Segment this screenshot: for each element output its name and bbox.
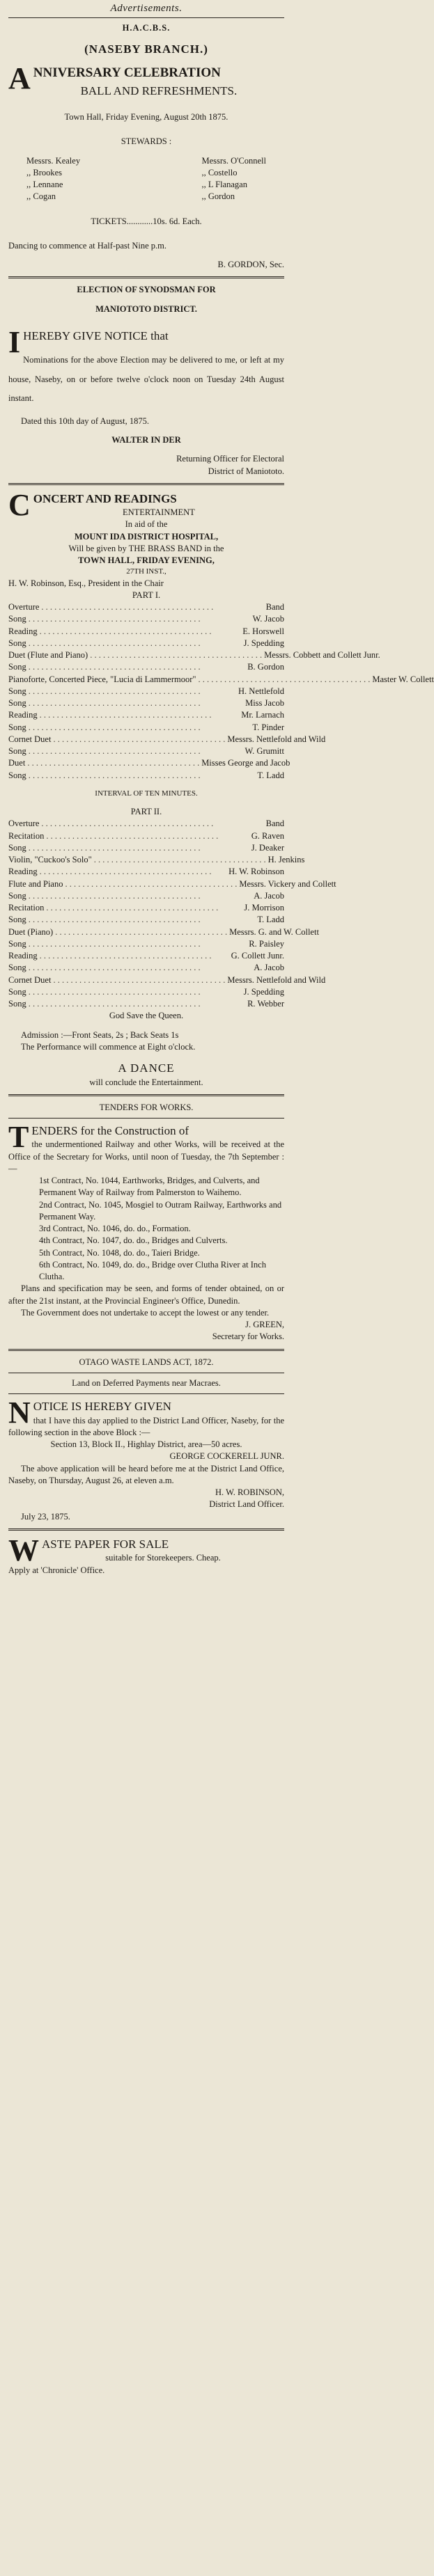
leader-dots: . . . . . . . . . . . . . . . . . . . . . . . . . . . . . . . . . . . . . . . . [39,867,212,877]
anniversary-initial: A [8,61,31,96]
election-title-line1: ELECTION OF SYNODSMAN FOR [77,285,216,295]
contract-list [8,1175,284,1283]
concert-subtitle: ENTERTAINMENT [122,507,195,518]
divider [8,1349,284,1351]
programme-item: Song [8,842,26,853]
waste-paper-advertisement [8,1533,284,1577]
leader-dots: . . . . . . . . . . . . . . . . . . . . . . . . . . . . . . . . . . . . . . . . [65,878,238,889]
programme-row [8,601,284,613]
concert-initial: C [8,487,31,522]
otago-hearing: The above application will be heard before me at the District Land Office, Naseby, on Thursday, August 26, at eleven a.m. [8,1463,284,1485]
hacbs-advertisement [8,22,284,271]
programme-performer: A. Jacob [254,890,284,901]
contract-item: 1st Contract, No. 1044, Earthworks, Bridges, and Culverts, and Permanent Way of Railway from Palmerston to Waihemo. [39,1176,260,1198]
tenders-office: Secretary for Works. [212,1332,284,1342]
programme-performer: T. Ladd [257,770,284,780]
programme-item: Song [8,963,26,973]
stewards-left [26,155,80,203]
programme-row [8,938,284,950]
leader-dots: . . . . . . . . . . . . . . . . . . . . . . . . . . . . . . . . . . . . . . . . [28,722,201,732]
programme-item: Song [8,770,26,780]
programme-row [8,818,284,830]
hacbs-signature: B. GORDON, Sec. [217,260,284,270]
leader-dots: . . . . . . . . . . . . . . . . . . . . . . . . . . . . . . . . . . . . . . . . [28,698,201,709]
election-text: Nominations for the above Election may be delivered to me, or left at my house, Naseby, on or before twelve o'clock noon on Tuesday 24th August instant. [8,355,284,404]
programme-performer: J. Spedding [243,986,284,997]
concert-given: Will be given by THE BRASS BAND in the [68,543,224,553]
programme-performer: Band [265,602,284,613]
concert-hospital: MOUNT IDA DISTRICT HOSPITAL, [74,531,219,542]
concert-admission: Admission :—Front Seats, 2s ; Back Seats 1s [21,1029,179,1040]
programme-item: Song [8,999,26,1009]
leader-dots: . . . . . . . . . . . . . . . . . . . . . . . . . . . . . . . . . . . . . . . . [93,855,266,865]
concert-town-hall: TOWN HALL, FRIDAY EVENING, [78,555,215,566]
programme-row [8,697,284,709]
waste-line3: Apply at 'Chronicle' Office. [8,1565,105,1575]
programme-item: Reading [8,626,38,636]
programme-row [8,649,380,661]
leader-dots: . . . . . . . . . . . . . . . . . . . . . . . . . . . . . . . . . . . . . . . . [28,686,201,696]
programme-row [8,890,284,902]
anniversary-line2: BALL AND REFRESHMENTS. [80,84,238,97]
programme-performer: A. Jacob [254,963,284,973]
programme-performer: T. Ladd [257,915,284,925]
programme-performer: Messrs. Vickery and Collett [239,878,336,889]
programme-row [8,962,284,974]
contract-item: 6th Contract, No. 1049, do. do., Bridge over Clutha River at Inch Clutha. [39,1259,266,1282]
tenders-text: the undermentioned Railway and other Works, will be received at the Office of the Secretary for Works, until noon of Tuesday, the 7th September :— [8,1139,284,1174]
programme-item: Recitation [8,903,45,913]
contract-item: 2nd Contract, No. 1045, Mosgiel to Outram Railway, Earthworks and Permanent Way. [39,1199,282,1222]
leader-dots: . . . . . . . . . . . . . . . . . . . . . . . . . . . . . . . . . . . . . . . . [41,819,214,829]
programme-row [8,878,336,890]
part1-programme [8,601,434,782]
otago-section: Section 13, Block II., Highlay District, area—50 acres. [50,1439,242,1450]
steward: Messrs. O'Connell [201,155,266,166]
steward: ,, Brookes [26,167,63,177]
anniversary-heading [8,61,284,99]
programme-performer: Mr. Larnach [241,710,284,720]
otago-officer-title: District Land Officer. [209,1499,284,1510]
part2-programme [8,818,336,1010]
part2-heading: PART II. [130,807,162,817]
programme-row [8,626,284,638]
election-office-line2: District of Maniototo. [208,466,284,476]
hacbs-venue: Town Hall, Friday Evening, August 20th 1875. [64,112,228,123]
programme-item: Duet (Piano) [8,926,54,937]
anniversary-line1: NNIVERSARY CELEBRATION [33,65,221,81]
programme-row [8,854,305,866]
programme-row [8,986,284,998]
programme-item: Duet [8,758,26,768]
programme-item: Duet (Flute and Piano) [8,650,88,661]
tenders-plans: Plans and specification may be seen, and forms of tender obtained, on or after the 21st instant, at the Provincial Engineer's Office, Dunedin. [8,1283,284,1306]
programme-item: Song [8,938,26,949]
leader-dots: . . . . . . . . . . . . . . . . . . . . . . . . . . . . . . . . . . . . . . . . [55,926,228,937]
divider [8,1118,284,1119]
leader-dots: . . . . . . . . . . . . . . . . . . . . . . . . . . . . . . . . . . . . . . . . [28,614,201,624]
programme-item: Reading [8,951,38,961]
divider [8,1393,284,1394]
programme-row [8,661,284,673]
programme-performer: J. Spedding [243,638,284,648]
leader-dots: . . . . . . . . . . . . . . . . . . . . . . . . . . . . . . . . . . . . . . . . [46,903,219,913]
leader-dots: . . . . . . . . . . . . . . . . . . . . . . . . . . . . . . . . . . . . . . . . [46,830,219,841]
programme-row [8,686,284,697]
programme-performer: Messrs. Nettlefold and Wild [227,974,326,985]
otago-subtitle: Land on Deferred Payments near Macraes. [72,1377,221,1388]
leader-dots: . . . . . . . . . . . . . . . . . . . . . . . . . . . . . . . . . . . . . . . . [28,890,201,901]
programme-performer: H. W. Robinson [228,867,284,877]
steward: ,, Costello [201,167,238,177]
programme-item: Song [8,890,26,901]
steward: Messrs. Kealey [26,155,81,166]
programme-performer: R. Webber [247,999,284,1009]
divider [8,483,284,485]
programme-row [8,638,284,649]
programme-item: Reading [8,867,38,877]
programme-item: Violin, "Cuckoo's Solo" [8,855,92,865]
programme-item: Song [8,986,26,997]
otago-applicant: GEORGE COCKERELL JUNR. [169,1451,284,1462]
programme-row [8,770,284,782]
programme-performer: Miss Jacob [245,698,284,709]
waste-initial: W [8,1533,39,1567]
programme-row [8,830,284,842]
programme-performer: J. Deaker [251,842,284,853]
programme-performer: Master W. Collett [372,674,434,684]
programme-row [8,998,284,1010]
election-body [8,324,284,409]
programme-row [8,757,290,769]
tenders-title: TENDERS FOR WORKS. [99,1102,194,1112]
dance-text: will conclude the Entertainment. [89,1077,203,1087]
leader-dots: . . . . . . . . . . . . . . . . . . . . . . . . . . . . . . . . . . . . . . . . [28,938,201,949]
leader-dots: . . . . . . . . . . . . . . . . . . . . . . . . . . . . . . . . . . . . . . . . [28,746,201,757]
waste-line2: suitable for Storekeepers. Cheap. [105,1553,221,1563]
leader-dots: . . . . . . . . . . . . . . . . . . . . . . . . . . . . . . . . . . . . . . . . [28,986,201,997]
tenders-advertisement [8,1102,284,1343]
part1-heading: PART I. [132,590,161,600]
steward: ,, Lennane [26,180,63,190]
election-initial: I [8,324,21,359]
programme-performer: T. Pinder [252,722,284,732]
programme-item: Song [8,698,26,709]
programme-item: Cornet Duet [8,974,52,985]
otago-waste-lands-notice [8,1357,284,1523]
programme-row [8,613,284,625]
tenders-signature: J. GREEN, [245,1320,284,1330]
contract-item: 4th Contract, No. 1047, do. do., Bridges and Culverts. [39,1235,228,1246]
programme-performer: B. Gordon [247,662,284,672]
election-notice [8,284,284,477]
programme-item: Song [8,722,26,732]
programme-row [8,926,319,938]
concert-date: 27TH INST., [126,567,166,576]
programme-row [8,674,434,686]
tenders-body [8,1120,284,1175]
leader-dots: . . . . . . . . . . . . . . . . . . . . . . . . . . . . . . . . . . . . . . . . [28,999,201,1009]
steward: ,, L Flanagan [201,180,247,190]
programme-row [8,722,284,734]
programme-item: Song [8,686,26,696]
programme-item: Song [8,614,26,624]
programme-row [8,974,326,986]
divider [8,1094,284,1096]
tenders-government: The Government does not undertake to accept the lowest or any tender. [21,1307,270,1318]
concert-president: H. W. Robinson, Esq., President in the Chair [8,578,164,588]
programme-performer: W. Grumitt [245,746,284,757]
hacbs-branch: (NASEBY BRANCH.) [84,42,208,56]
concert-advertisement [8,487,434,1089]
concert-aid: In aid of the [125,519,168,530]
stewards-right [201,155,266,203]
otago-title: OTAGO WASTE LANDS ACT, 1872. [79,1357,214,1367]
programme-item: Song [8,638,26,648]
programme-item: Overture [8,819,40,829]
programme-performer: R. Paisley [249,938,284,949]
programme-performer: Misses George and Jacob [201,758,290,768]
programme-row [8,842,284,854]
programme-row [8,709,284,721]
stewards-list [8,155,284,203]
waste-first-line: ASTE PAPER FOR SALE [42,1537,169,1551]
dance-title: A DANCE [118,1061,175,1075]
programme-performer: E. Horswell [242,626,284,636]
leader-dots: . . . . . . . . . . . . . . . . . . . . . . . . . . . . . . . . . . . . . . . . [39,951,212,961]
leader-dots: . . . . . . . . . . . . . . . . . . . . . . . . . . . . . . . . . . . . . . . . [53,974,226,985]
programme-item: Song [8,662,26,672]
steward: ,, Gordon [201,191,235,202]
election-first-line: HEREBY GIVE NOTICE that [23,329,169,342]
programme-row [8,950,284,962]
stewards-title: STEWARDS : [121,136,172,147]
programme-row [8,902,284,914]
otago-first-line: OTICE IS HEREBY GIVEN [33,1400,171,1414]
hacbs-title: H.A.C.B.S. [122,22,171,33]
otago-text: that I have this day applied to the District Land Officer, Naseby, for the following section in the above Block :— [8,1415,284,1437]
concert-title: ONCERT AND READINGS [33,491,177,505]
leader-dots: . . . . . . . . . . . . . . . . . . . . . . . . . . . . . . . . . . . . . . . . [90,650,263,661]
leader-dots: . . . . . . . . . . . . . . . . . . . . . . . . . . . . . . . . . . . . . . . . [39,710,212,720]
programme-row [8,914,284,926]
programme-performer: G. Raven [251,830,284,841]
hacbs-dancing: Dancing to commence at Half-past Nine p.m. [8,240,167,251]
interval-notice: INTERVAL OF TEN MINUTES. [95,789,198,798]
divider [8,1528,284,1531]
contract-item: 3rd Contract, No. 1046, do. do., Formation. [39,1224,191,1234]
otago-officer-name: H. W. ROBINSON, [215,1487,284,1498]
programme-performer: J. Morrison [244,903,284,913]
otago-body [8,1398,284,1439]
section-header: Advertisements. [8,1,284,18]
programme-performer: Messrs. G. and W. Collett [229,926,319,937]
tenders-initial: T [8,1120,29,1155]
programme-row [8,734,326,745]
programme-item: Recitation [8,830,45,841]
programme-row [8,866,284,878]
election-title-line2: MANIOTOTO DISTRICT. [95,303,197,314]
leader-dots: . . . . . . . . . . . . . . . . . . . . . . . . . . . . . . . . . . . . . . . . [28,915,201,925]
election-officer-name: WALTER IN DER [111,435,181,445]
programme-item: Flute and Piano [8,878,63,889]
concert-commence: The Performance will commence at Eight o'clock. [21,1041,196,1052]
programme-item: Reading [8,710,38,720]
programme-item: Cornet Duet [8,734,52,744]
leader-dots: . . . . . . . . . . . . . . . . . . . . . . . . . . . . . . . . . . . . . . . . [27,758,200,768]
otago-date: July 23, 1875. [21,1511,70,1522]
concert-heading [8,487,284,522]
programme-item: Overture [8,602,40,613]
programme-performer: H. Jenkins [268,855,305,865]
contract-item: 5th Contract, No. 1048, do. do., Taieri Bridge. [39,1247,200,1258]
leader-dots: . . . . . . . . . . . . . . . . . . . . . . . . . . . . . . . . . . . . . . . . [41,602,214,613]
programme-performer: H. Nettlefold [238,686,284,696]
leader-dots: . . . . . . . . . . . . . . . . . . . . . . . . . . . . . . . . . . . . . . . . [198,674,371,684]
hacbs-tickets: TICKETS............10s. 6d. Each. [91,216,202,226]
programme-row [8,745,284,757]
programme-performer: Band [265,819,284,829]
leader-dots: . . . . . . . . . . . . . . . . . . . . . . . . . . . . . . . . . . . . . . . . [28,963,201,973]
programme-performer: G. Collett Junr. [231,951,284,961]
concert-anthem: God Save the Queen. [109,1011,184,1021]
programme-item: Pianoforte, Concerted Piece, "Lucia di Lammermoor" [8,674,196,684]
leader-dots: . . . . . . . . . . . . . . . . . . . . . . . . . . . . . . . . . . . . . . . . [28,770,201,780]
leader-dots: . . . . . . . . . . . . . . . . . . . . . . . . . . . . . . . . . . . . . . . . [28,662,201,672]
election-dated: Dated this 10th day of August, 1875. [21,416,150,426]
programme-item: Song [8,746,26,757]
programme-performer: Messrs. Nettlefold and Wild [227,734,326,744]
tenders-first-line: ENDERS for the Construction of [31,1124,189,1138]
otago-initial: N [8,1396,31,1430]
election-office-line1: Returning Officer for Electoral [176,454,284,464]
programme-item: Song [8,915,26,925]
leader-dots: . . . . . . . . . . . . . . . . . . . . . . . . . . . . . . . . . . . . . . . . [53,734,226,744]
leader-dots: . . . . . . . . . . . . . . . . . . . . . . . . . . . . . . . . . . . . . . . . [28,638,201,648]
programme-performer: Messrs. Cobbett and Collett Junr. [264,650,380,661]
leader-dots: . . . . . . . . . . . . . . . . . . . . . . . . . . . . . . . . . . . . . . . . [28,842,201,853]
divider [8,276,284,278]
programme-performer: W. Jacob [252,614,284,624]
leader-dots: . . . . . . . . . . . . . . . . . . . . . . . . . . . . . . . . . . . . . . . . [39,626,212,636]
steward: ,, Cogan [26,191,56,202]
